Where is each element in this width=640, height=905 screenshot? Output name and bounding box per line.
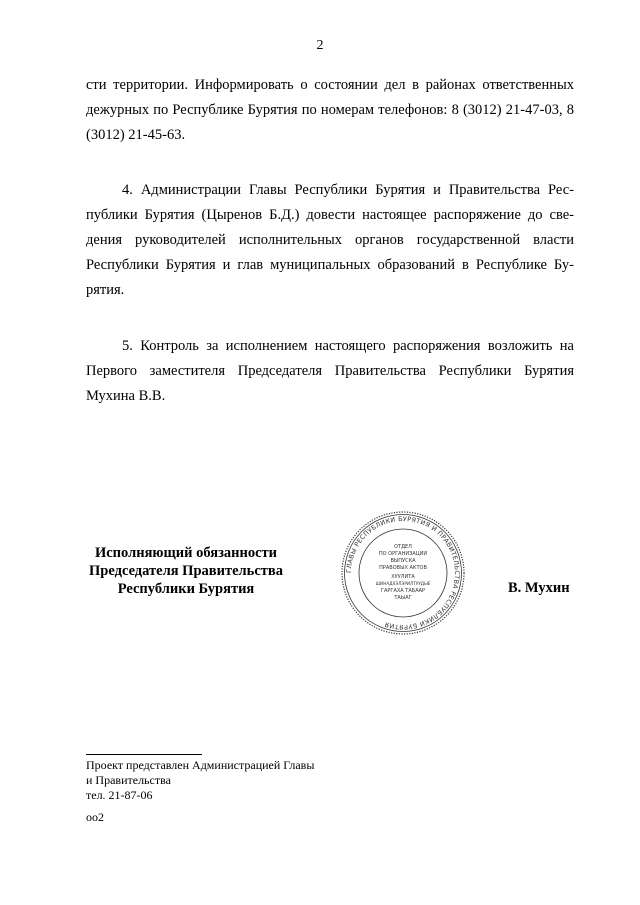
seal-center-line: ПРАВОВЫХ АКТОВ	[379, 565, 427, 571]
seal-ring-text: ГЛАВЫ РЕСПУБЛИКИ БУРЯТИЯ И ПРАВИТЕЛЬСТВА РЕСПУБЛИКИ БУРЯТИЯ	[344, 514, 462, 632]
seal-center-line: ТАЫАГ	[394, 595, 412, 601]
paragraph-continuation: сти территории. Информировать о состоянии дел в районах ответственных дежурных по Республике Бурятия по номерам телефонов: 8 (3012) 21-47-03, 8 (3012) 21-45-63.	[86, 77, 574, 143]
signer-name: В. Мухин	[508, 580, 570, 596]
footnote-phone: тел. 21-87-06	[86, 788, 153, 802]
paragraph-item-5: 5. Контроль за исполнением настоящего распоряжения возложить на Первого заместителя Председателя Правительства Республики Бурятия Мухина В.В.	[86, 338, 574, 404]
seal-center-line: ХУУЛИТА	[391, 574, 415, 580]
seal-center-line: ГАРГАХА ТАБААР	[380, 588, 426, 594]
page-number: 2	[316, 38, 324, 53]
signature-title-block	[76, 544, 296, 598]
footnote-line-1: Проект представлен Администрацией Главы	[86, 758, 315, 772]
footnote-line-2: и Правительства	[86, 773, 171, 787]
seal-center-line: ШИНАДХЭЛЭРИЛТУУДЫЕ	[375, 581, 431, 586]
document-code: оо2	[86, 810, 104, 824]
signature-title-line-1: Исполняющий обязанности	[94, 545, 278, 561]
paragraph-item-4: 4. Администрации Главы Республики Бурятия и Правительства Республики Бурятия (Цыренов Б.Д.) довести настоящее распоряжение до сведения руководителей исполнительных органов государственной власти Республики Бурятия и глав муниципальных образований в Республике Бурятия.	[86, 182, 574, 298]
seal-center-line: ПО ОРГАНИЗАЦИИ	[378, 551, 428, 557]
footnote	[86, 758, 314, 803]
signature-title-line-2: Председателя Правительства	[89, 563, 283, 579]
svg-text:ГЛАВЫ РЕСПУБЛИКИ БУРЯТИЯ И ПРА	[345, 515, 461, 631]
footnote-divider	[86, 754, 202, 755]
signature-title-line-3: Республики Бурятия	[117, 581, 255, 597]
seal-center-line: ВЫПУСКА	[390, 558, 416, 564]
official-seal	[340, 510, 466, 636]
seal-center-line: ОТДЕЛ	[394, 544, 412, 550]
